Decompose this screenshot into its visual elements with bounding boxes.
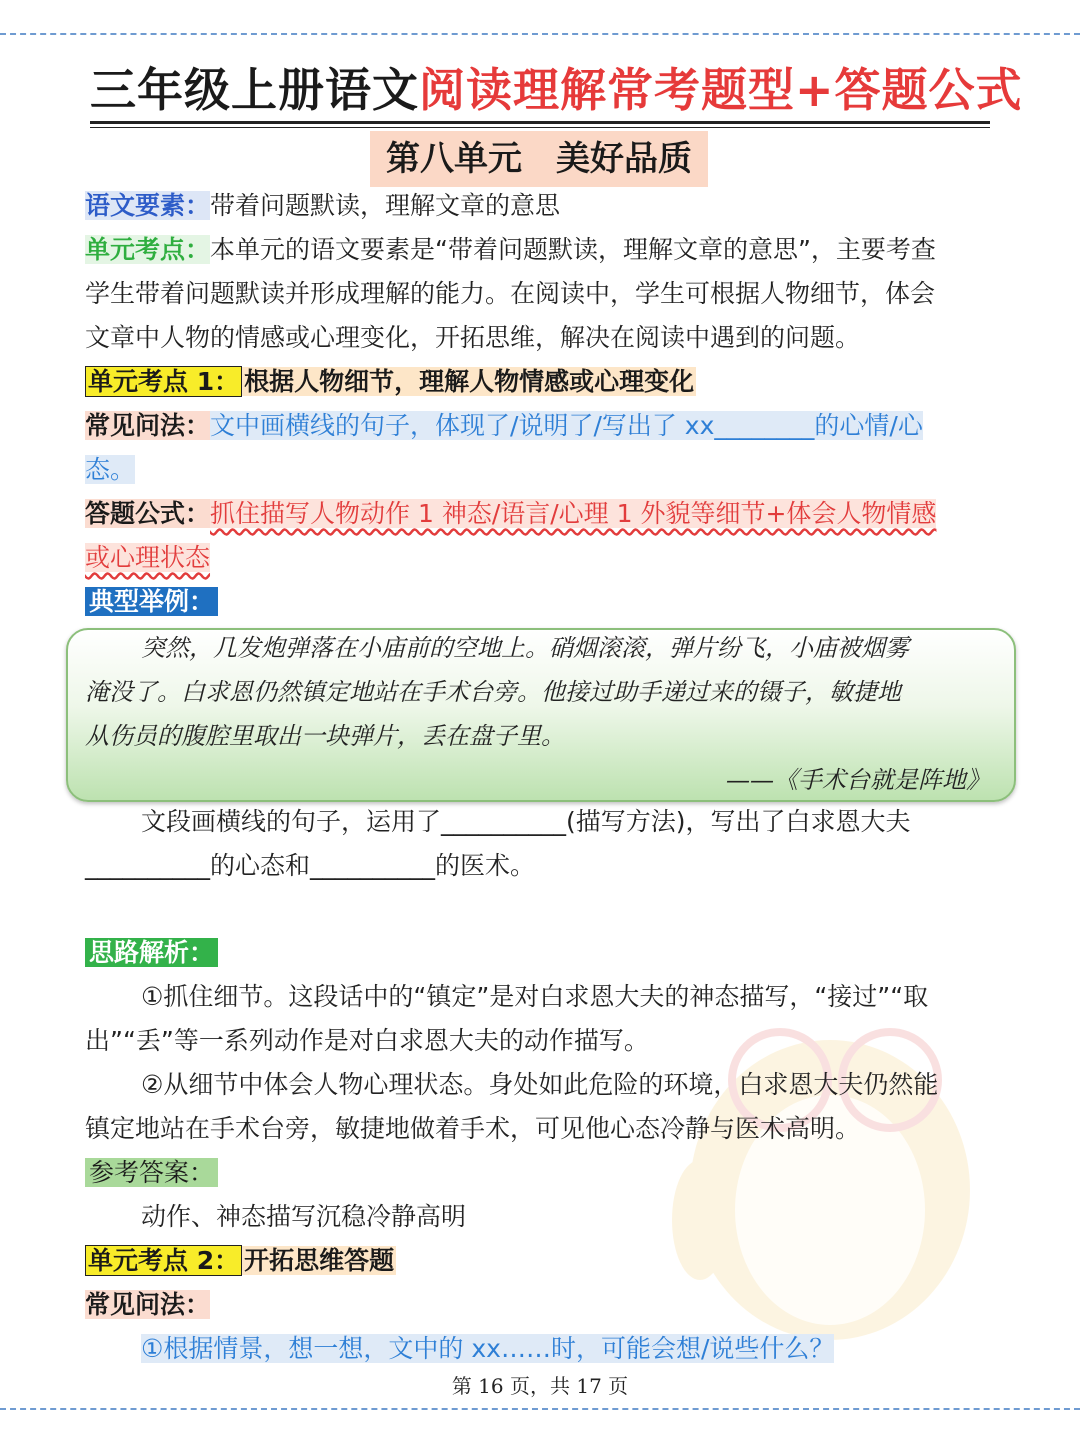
- formula-line-1: [85, 494, 1000, 534]
- answer-label: 参考答案：: [85, 1158, 218, 1187]
- title-underline-thick: [90, 121, 990, 124]
- penguin-mascot-icon: [640, 960, 1000, 1340]
- exercise-line-2: __________的心态和__________的医术。: [85, 851, 536, 880]
- kaodian-line-2: 学生带着问题默读并形成理解的能力。在阅读中，学生可根据人物细节，体会: [85, 279, 936, 308]
- formula-line-2: [85, 538, 1000, 578]
- formula-text-2: 或心理状态: [85, 543, 211, 572]
- point1-title: 根据人物细节，理解人物情感或心理变化: [244, 367, 695, 396]
- answer-label-line: [85, 1153, 1000, 1193]
- example-line-1: 突然，几发炮弹落在小庙前的空地上。硝烟滚滚，弹片纷飞，小庙被烟雾: [141, 634, 909, 662]
- yaosu-text: 带着问题默读，理解文章的意思: [210, 191, 561, 220]
- question2-text-1: ①根据情景，想一想，文中的 xx……时，可能会想/说些什么？: [141, 1334, 835, 1363]
- analysis-label-line: [85, 933, 1000, 973]
- page-footer: 第 16 页，共 17 页: [451, 1374, 629, 1398]
- example-label-line: [85, 582, 1000, 622]
- page-title-red: 阅读理解常考题型+答题公式: [419, 63, 1023, 117]
- question2-label-line: [85, 1285, 1000, 1325]
- question1-text-2: 态。: [85, 455, 136, 484]
- point2-title: 开拓思维答题: [244, 1246, 395, 1275]
- point2-label: 单元考点 2：: [85, 1245, 242, 1276]
- exercise-line-1: 文段画横线的句子，运用了__________(描写方法)，写出了白求恩大夫: [141, 807, 911, 836]
- question2-line-1: [85, 1329, 1056, 1369]
- question2-label: 常见问法：: [85, 1290, 211, 1319]
- example-line-3: 从伤员的腹腔里取出一块弹片，丢在盘子里。: [85, 722, 565, 750]
- example-source: ——《手术台就是阵地》: [726, 766, 990, 794]
- page-title: [90, 58, 1023, 122]
- kaodian-label: 单元考点：: [85, 235, 211, 264]
- question1-line-1: [85, 406, 1000, 446]
- analysis-label: 思路解析：: [85, 938, 218, 967]
- kaodian-line-1: [85, 230, 1000, 270]
- example-line-2: 淹没了。白求恩仍然镇定地站在手术台旁。他接过助手递过来的镊子，敏捷地: [85, 678, 901, 706]
- page-title-black: 三年级上册语文: [90, 63, 419, 117]
- point2-line: [85, 1241, 1000, 1281]
- answer-text: 动作、神态描写沉稳冷静高明: [141, 1202, 467, 1231]
- point1-line: [85, 362, 1000, 402]
- title-underline-thin: [90, 127, 990, 128]
- top-dashed-border: [0, 33, 1080, 35]
- example-label: 典型举例：: [85, 587, 218, 616]
- formula-label: 答题公式：: [85, 499, 211, 528]
- analysis-p2-line-1: ②从细节中体会人物心理状态。身处如此危险的环境，白求恩大夫仍然能: [141, 1070, 939, 1099]
- yaosu-label: 语文要素：: [85, 191, 211, 220]
- yaosu-line: [85, 186, 1000, 226]
- question1-label: 常见问法：: [85, 411, 211, 440]
- kaodian-line-3: 文章中人物的情感或心理变化，开拓思维，解决在阅读中遇到的问题。: [85, 323, 861, 352]
- bottom-dashed-border: [0, 1408, 1080, 1410]
- question1-text-1: 文中画横线的句子，体现了/说明了/写出了 xx________的心情/心: [210, 411, 923, 440]
- unit-title: 第八单元 美好品质: [370, 131, 708, 187]
- question1-line-2: [85, 450, 1000, 490]
- point1-label: 单元考点 1：: [85, 366, 242, 397]
- formula-text-1: 抓住描写人物动作 1 神态/语言/心理 1 外貌等细节+体会人物情感: [210, 499, 937, 528]
- analysis-p1-line-1: ①抓住细节。这段话中的“镇定”是对白求恩大夫的神态描写，“接过”“取: [141, 982, 929, 1011]
- analysis-p2-line-2: 镇定地站在手术台旁，敏捷地做着手术，可见他心态冷静与医术高明。: [85, 1114, 861, 1143]
- analysis-p1-line-2: 出”“丢”等一系列动作是对白求恩大夫的动作描写。: [85, 1026, 649, 1055]
- kaodian-text-1: 本单元的语文要素是“带着问题默读，理解文章的意思”，主要考查: [210, 235, 936, 264]
